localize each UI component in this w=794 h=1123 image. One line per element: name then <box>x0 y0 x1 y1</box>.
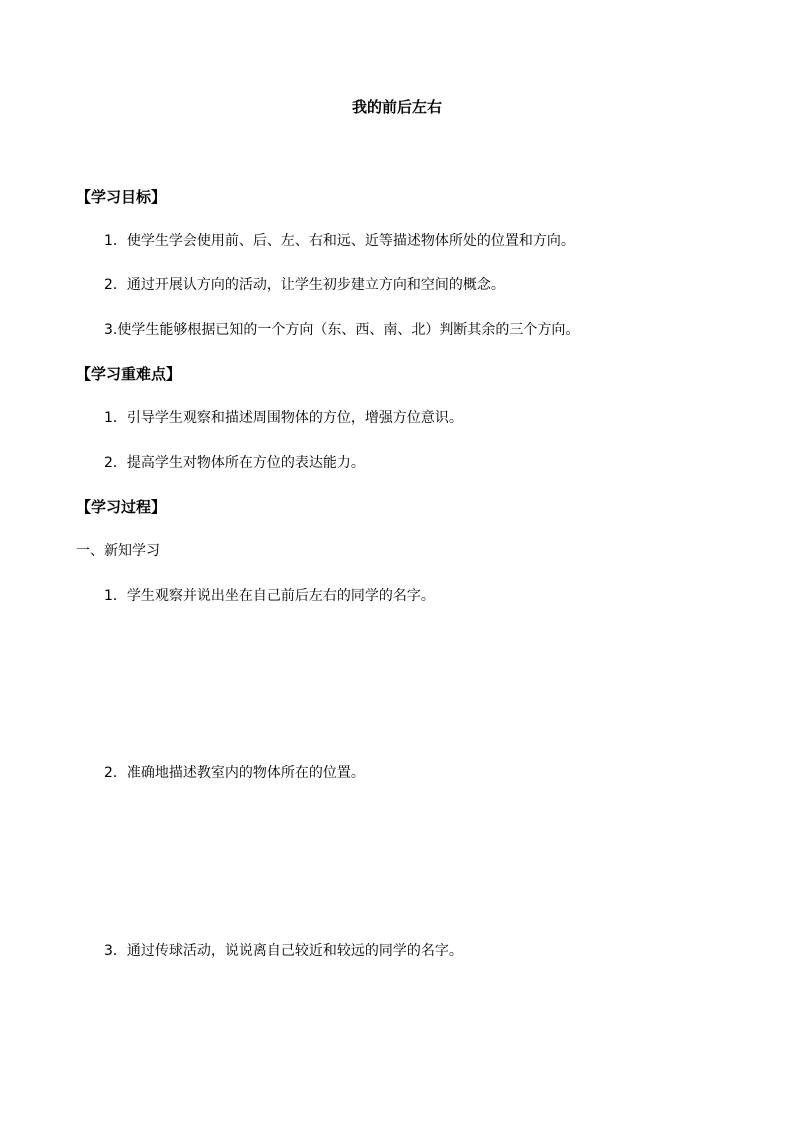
key-point-item-1: 1．引导学生观察和描述周围物体的方位，增强方位意识。 <box>104 410 463 426</box>
process-heading: 【学习过程】 <box>76 498 167 516</box>
key-point-item-2: 2．提高学生对物体所在方位的表达能力。 <box>104 455 365 471</box>
objectives-heading: 【学习目标】 <box>76 188 167 206</box>
process-item-1: 1．学生观察并说出坐在自己前后左右的同学的名字。 <box>104 588 435 604</box>
objective-item-1: 1．使学生学会使用前、后、左、右和远、近等描述物体所处的位置和方向。 <box>104 233 575 249</box>
process-item-2: 2．准确地描述教室内的物体所在的位置。 <box>104 765 365 781</box>
process-section-title: 一、新知学习 <box>76 543 160 559</box>
process-item-3: 3．通过传球活动，说说离自己较近和较远的同学的名字。 <box>104 943 463 959</box>
objective-item-3: 3.使学生能够根据已知的一个方向（东、西、南、北）判断其余的三个方向。 <box>104 322 580 338</box>
key-points-heading: 【学习重难点】 <box>76 365 182 383</box>
objective-item-2: 2．通过开展认方向的活动，让学生初步建立方向和空间的概念。 <box>104 277 505 293</box>
page-title: 我的前后左右 <box>351 98 442 116</box>
